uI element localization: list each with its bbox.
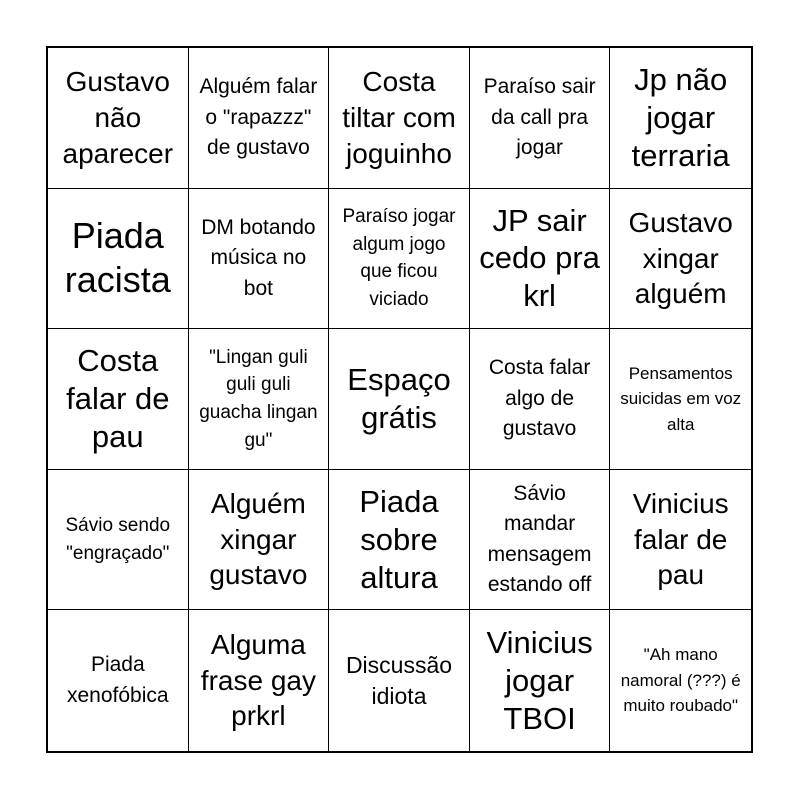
bingo-cell[interactable]: [470, 610, 611, 751]
bingo-cell-text: Jp não jogar terraria: [631, 62, 730, 173]
bingo-cell-text: DM botando música no bot: [201, 215, 316, 300]
bingo-cell[interactable]: [470, 189, 611, 330]
bingo-cell[interactable]: [610, 48, 751, 189]
bingo-cell[interactable]: [329, 189, 470, 330]
bingo-cell[interactable]: [48, 610, 189, 751]
bingo-cell-text: Piada xenofóbica: [67, 653, 169, 707]
bingo-card: [46, 46, 753, 753]
bingo-cell[interactable]: [329, 610, 470, 751]
bingo-cell[interactable]: [48, 329, 189, 470]
bingo-cell[interactable]: [610, 610, 751, 751]
bingo-cell[interactable]: [329, 48, 470, 189]
bingo-cell-text: Costa falar de pau: [66, 343, 170, 454]
bingo-cell[interactable]: [189, 329, 330, 470]
bingo-cell[interactable]: [470, 48, 611, 189]
bingo-cell-text: Costa falar algo de gustavo: [488, 356, 591, 441]
bingo-cell[interactable]: [610, 189, 751, 330]
bingo-cell-text: Vinicius jogar TBOI: [486, 624, 593, 736]
bingo-cell[interactable]: [48, 48, 189, 189]
bingo-cell-text: Sávio sendo "engraçado": [65, 515, 171, 564]
bingo-cell-text: Paraíso jogar algum jogo que ficou viciado: [342, 206, 456, 310]
bingo-cell[interactable]: [470, 470, 611, 611]
bingo-cell-text: "Lingan guli guli guli guacha lingan gu": [199, 346, 318, 451]
bingo-cell-text: Alguém falar o "rapazzz" de gustavo: [199, 75, 318, 160]
bingo-cell[interactable]: [329, 470, 470, 611]
bingo-cell-text: Piada sobre altura: [359, 483, 439, 595]
bingo-cell-text: Gustavo não aparecer: [62, 66, 174, 169]
bingo-cell[interactable]: [470, 329, 611, 470]
bingo-cell-text: Piada racista: [64, 215, 171, 301]
bingo-cell-text: JP sair cedo pra krl: [479, 202, 600, 314]
bingo-cell-text: "Ah mano namoral (???) é muito roubado": [620, 645, 741, 716]
bingo-cell[interactable]: [610, 329, 751, 470]
bingo-cell[interactable]: [189, 189, 330, 330]
bingo-cell[interactable]: [189, 470, 330, 611]
bingo-cell[interactable]: [189, 610, 330, 751]
bingo-cell-text: Espaço grátis: [347, 362, 451, 435]
bingo-cell-text: Costa tiltar com joguinho: [342, 66, 456, 169]
bingo-cell[interactable]: [189, 48, 330, 189]
bingo-cell[interactable]: [48, 189, 189, 330]
bingo-cell-free[interactable]: [329, 329, 470, 470]
bingo-cell-text: Paraíso sair da call pra jogar: [483, 75, 596, 160]
bingo-cell-text: Sávio mandar mensagem estando off: [487, 481, 592, 597]
bingo-cell[interactable]: [610, 470, 751, 611]
bingo-cell-text: Gustavo xingar alguém: [628, 207, 733, 310]
bingo-cell-text: Alguém xingar gustavo: [209, 488, 308, 591]
bingo-cell[interactable]: [48, 470, 189, 611]
bingo-cell-text: Alguma frase gay prkrl: [200, 629, 316, 732]
bingo-cell-text: Pensamentos suicidas em voz alta: [620, 363, 742, 434]
bingo-cell-text: Discussão idiota: [345, 651, 453, 709]
bingo-cell-text: Vinicius falar de pau: [632, 488, 729, 591]
